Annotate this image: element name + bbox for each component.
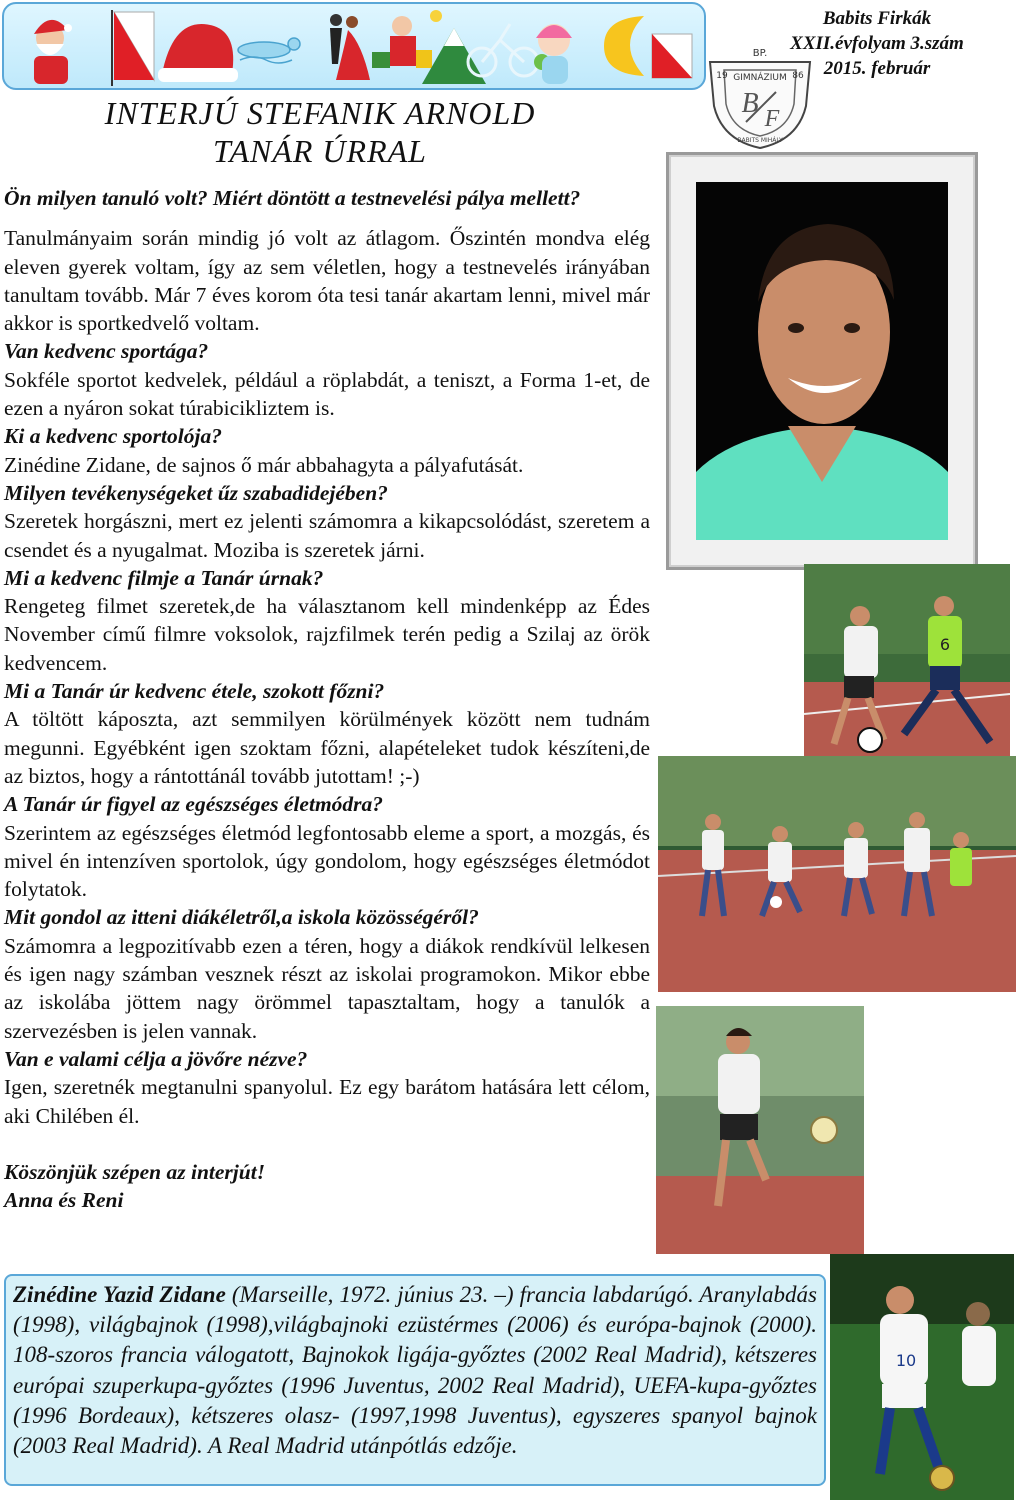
- bio-text: (Marseille, 1972. június 23. –) francia labdarúgó. Aranylabdás (1998), világbajnok (1998),világbajnoki ezüstérmes (2006) és európa-bajnok (2000). 108-szoros francia válogatott, Bajnokok ligája-győztes (2002 Real Madrid), kétszeres európai szuperkupa-győztes (1996 Juventus, 2002 Real Madrid), UEFA-kupa-győztes (1996 Bordeaux), kétszeres olasz- (1997,1998 Juventus), egyszeres spanyol bajnok (2003 Real Madrid). A Real Madrid utánpótlás edzője.: [13, 1282, 817, 1459]
- question-5: Mi a kedvenc filmje a Tanár úrnak?: [4, 565, 324, 590]
- question-3: Ki a kedvenc sportolója?: [4, 424, 222, 449]
- logo-bottom-text: BABITS MIHÁLY: [737, 137, 783, 144]
- question-1: Ön milyen tanuló volt? Miért döntött a testnevelési pálya mellett?: [4, 186, 581, 210]
- question-7: A Tanár úr figyel az egészséges életmódra?: [4, 792, 384, 817]
- football-icon-4: [930, 1466, 954, 1490]
- answer-5: Rengeteg filmet szeretek,de ha választanom kell mindenképp az Édes November című filmre voksolok, rajzfilmek terén pedig a Szilaj az örök kedvencem.: [4, 594, 650, 675]
- logo-initial-b: B: [741, 88, 759, 119]
- bib-number: 6: [939, 635, 951, 654]
- orienteering-flag-icon: [112, 10, 154, 86]
- issue-date: 2015. február: [823, 58, 931, 79]
- answer-4: Szeretek horgászni, mert ez jelenti számomra a kikapcsolódást, szeretem a csendet és a nyugalmat. Moziba is szeretek járni.: [4, 509, 650, 562]
- teacher-portrait-photo: [696, 182, 948, 540]
- zidane-photo: [830, 1254, 1014, 1500]
- header-illustration-band: [2, 2, 706, 90]
- answer-1: Tanulmányaim során mindig jó volt az átlagom. Őszintén mondva elég eleven gyerek voltam, így az sem véletlen, hogy a testnevelés irányában tanultam tovább. Már 7 éves korom óta tesi tanár akartam lenni, mivel már akkor is sportkedvelő voltam.: [4, 226, 650, 336]
- shopping-man-icon: [372, 16, 432, 68]
- answer-2: Sokféle sportot kedvelek, például a röplabdát, a teniszt, a Forma 1-et, de ezen a nyáron sokat túrabicikliztem is.: [4, 367, 650, 421]
- football-photo-2: [658, 756, 1016, 992]
- child-with-flower-icon: [534, 24, 572, 84]
- answer-3: Zinédine Zidane, de sajnos ő már abbahagyta a pályafutását.: [4, 452, 524, 477]
- article-title: [40, 94, 600, 170]
- logo-left-number: 19: [716, 71, 728, 81]
- closing-thanks: Köszönjük szépen az interjút!: [4, 1159, 266, 1184]
- logo-word: GIMNÁZIUM: [733, 73, 787, 83]
- winter-sports-clipart: [4, 4, 704, 88]
- dancing-couple-icon: [330, 14, 370, 80]
- shirt-number: 10: [895, 1351, 917, 1370]
- answer-6: A töltött káposzta, azt semmilyen körülmények között nem tudnám megunni. Egyébként igen szoktam főzni, alapételeket tudok készíteni,de az biztos, hogy a rántottánál tovább jutottam! ;-): [4, 707, 650, 788]
- question-6: Mi a Tanár úr kedvenc étele, szokott főzni?: [4, 679, 385, 704]
- answer-9: Igen, szeretnék megtanulni spanyolul. Ez egy barátom hatására lett célom, aki Chilében él.: [4, 1075, 650, 1128]
- football-icon-2: [770, 896, 782, 908]
- football-icon-3: [811, 1117, 837, 1143]
- swimmer-icon: [238, 38, 300, 63]
- orienteering-flag-icon-2: [652, 34, 692, 78]
- football-icon: [858, 728, 882, 752]
- cyclist-icon: [468, 24, 538, 76]
- crescent-moon-icon: [604, 16, 644, 76]
- football-photo-3: [656, 1006, 864, 1254]
- article-title-line-2: TANÁR ÚRRAL: [213, 133, 427, 169]
- question-4: Milyen tevékenységeket űz szabadidejében?: [4, 480, 388, 505]
- closing-authors: Anna és Reni: [4, 1188, 124, 1213]
- answer-7: Szerintem az egészséges életmód legfontosabb eleme a sport, a mozgás, és mivel én intenzíven sportolok, úgy gondolom, hogy egészséges életmódot folytatok.: [4, 820, 650, 902]
- bio-name: Zinédine Yazid Zidane: [13, 1282, 226, 1307]
- logo-initial-f: F: [764, 106, 780, 132]
- interview-body: [4, 184, 650, 1214]
- question-2: Van kedvenc sportága?: [4, 339, 209, 364]
- question-8: Mit gondol az itteni diákéletről,a iskola közösségéről?: [4, 905, 479, 930]
- santa-hat-icon: [162, 24, 233, 74]
- logo-right-number: 86: [792, 71, 804, 81]
- question-9: Van e valami célja a jövőre nézve?: [4, 1046, 308, 1071]
- newspaper-name: Babits Firkák: [822, 8, 932, 29]
- school-logo: [702, 36, 818, 152]
- answer-8: Számomra a legpozitívabb ezen a téren, hogy a diákok rendkívül lelkesen és igen nagy számban vesznek részt az iskolai programokon. Mikor ebbe az iskolába jöttem nagy örömmel tapasztaltam, hogy a tanulók a szervezésben is jelen vannak.: [4, 933, 650, 1043]
- issue-number: XXII.évfolyam 3.szám: [790, 33, 964, 54]
- article-title-line-1: INTERJÚ STEFANIK ARNOLD: [104, 95, 536, 131]
- snowy-mountains-icon: [422, 10, 486, 84]
- portrait-frame: [666, 152, 978, 570]
- logo-top-text: BP.: [752, 48, 768, 59]
- zidane-bio-box: [4, 1274, 826, 1486]
- santa-icon: [34, 20, 72, 84]
